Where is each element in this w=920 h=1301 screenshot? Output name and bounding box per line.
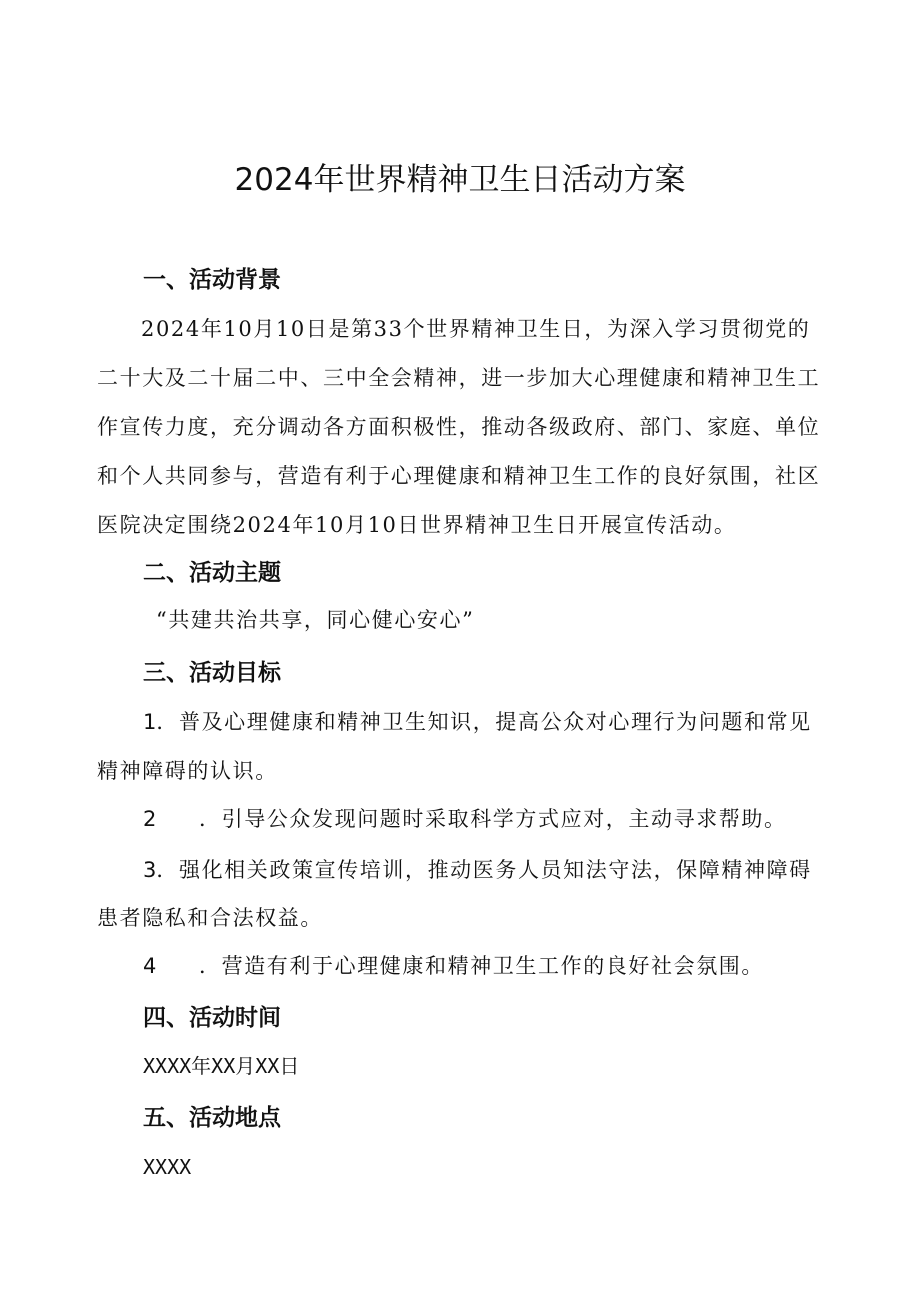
section-heading-background: 一、活动背景 — [143, 267, 281, 293]
section-heading-theme: 二、活动主题 — [143, 560, 281, 586]
goal-text: ．强化相关政策宣传培训，推动医务人员知法守法，保障精神障碍 — [156, 858, 812, 882]
goal-number: 4 — [143, 954, 157, 978]
goal-text: ．营造有利于心理健康和精神卫生工作的良好社会氛围。 — [199, 954, 764, 978]
goal-number: 1 — [143, 710, 157, 734]
activity-location-value: XXXX — [143, 1155, 192, 1179]
background-paragraph-text: 2024年10月10日是第33个世界精神卫生日，为深入学习贯彻党的二十大及二十届二中、三中全会精神，进一步加大心理健康和精神卫生工作宣传力度，充分调动各方面积极性，推动各级政府、部门、家庭、单位和个人共同参与，营造有利于心理健康和精神卫生工作的良好氛围，社区医院决定围绕2024年10月10日世界精神卫生日开展宣传活动。 — [97, 317, 821, 537]
background-paragraph — [97, 305, 832, 550]
section-heading-location: 五、活动地点 — [143, 1105, 281, 1131]
goal-text: ．普及心理健康和精神卫生知识，提高公众对心理行为问题和常见 — [156, 710, 812, 734]
goal-item-4 — [143, 950, 764, 982]
activity-time-value: XXXX年XX月XX日 — [143, 1054, 300, 1078]
goal-number: 2 — [143, 807, 157, 831]
section-heading-time: 四、活动时间 — [143, 1005, 281, 1031]
goal-item-3-continuation: 患者隐私和合法权益。 — [97, 906, 323, 930]
theme-slogan: “共建共治共享，同心健心安心” — [156, 608, 475, 632]
goal-item-1 — [143, 706, 812, 738]
goal-item-3 — [143, 854, 812, 886]
goal-item-1-continuation: 精神障碍的认识。 — [97, 759, 278, 783]
goal-number: 3 — [143, 858, 157, 882]
goal-item-2 — [143, 803, 787, 835]
goal-text: ．引导公众发现问题时采取科学方式应对，主动寻求帮助。 — [199, 807, 787, 831]
section-heading-goals: 三、活动目标 — [143, 660, 281, 686]
document-title: 2024年世界精神卫生日活动方案 — [234, 162, 686, 198]
